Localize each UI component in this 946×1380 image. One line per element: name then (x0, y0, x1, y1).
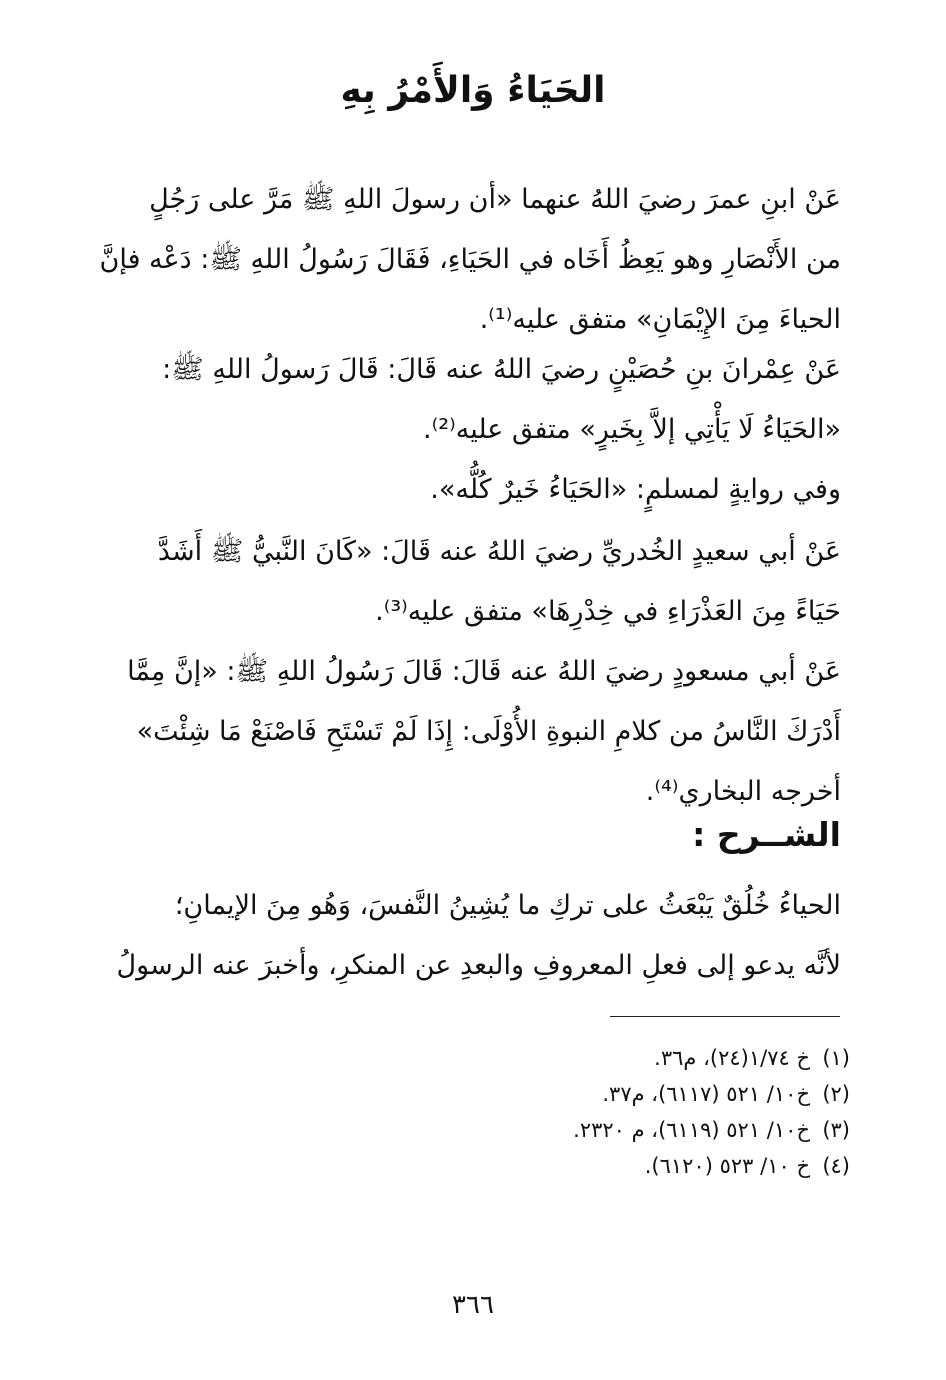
footnote (95, 1112, 850, 1148)
footnote-text: خ١٠/ ٥٢١ (٦١١٧)، م٣٧. (602, 1082, 810, 1106)
footnote (95, 1040, 850, 1076)
hadith-abu-masud (95, 642, 841, 822)
text-line: عَنْ ابنِ عمرَ رضيَ اللهُ عنهما «أن رسولَ اللهِ ﷺ مَرَّ على رَجُلٍ (149, 184, 841, 215)
footnote-divider (610, 1016, 840, 1017)
footnote-text: خ١٠/ ٥٢١ (٦١١٩)، م ٢٣٢٠. (573, 1118, 810, 1142)
text-line: أخرجه البخاري⁽⁴⁾. (645, 776, 841, 807)
footnote-number: (٢) (822, 1082, 850, 1106)
hadith-abu-saeed (95, 522, 841, 642)
footnote-number: (٤) (822, 1154, 850, 1178)
hadith-imran (95, 340, 841, 460)
text-line: عَنْ أبي سعيدٍ الخُدريِّ رضيَ اللهُ عنه قَالَ: «كَانَ النَّبيُّ ﷺ أَشَدَّ (157, 536, 841, 567)
footnotes (95, 1040, 850, 1184)
footnote-text: خ ١٠/ ٥٢٣ (٦١٢٠). (644, 1154, 810, 1178)
sharh-heading: الشــرح : (692, 815, 841, 854)
footnote (95, 1148, 850, 1184)
text-line: عَنْ عِمْرانَ بنِ حُصَيْنٍ رضيَ اللهُ عنه قَالَ: قَالَ رَسولُ اللهِ ﷺ: (162, 354, 841, 385)
text-line: الحياءُ خُلُقٌ يَبْعَثُ على تركِ ما يُشِينُ النَّفسَ، وَهُو مِنَ الإيمانِ؛ (174, 890, 841, 921)
footnote (95, 1076, 850, 1112)
hadith-ibn-umar (95, 170, 841, 350)
text-line: حَيَاءً مِنَ العَذْرَاءِ في خِدْرِهَا» متفق عليه⁽³⁾. (375, 596, 841, 627)
text-line: من الأَنْصَارِ وهو يَعِظُ أَخَاه في الحَيَاءِ، فَقَالَ رَسُولُ اللهِ ﷺ: دَعْه فإنَّ (99, 244, 841, 275)
footnote-number: (٣) (822, 1118, 850, 1142)
text-line: عَنْ أبي مسعودٍ رضيَ اللهُ عنه قَالَ: قَالَ رَسُولُ اللهِ ﷺ: «إنَّ مِمَّا (127, 656, 841, 687)
footnote-number: (١) (822, 1046, 850, 1070)
page-number: ٣٦٦ (452, 1290, 494, 1320)
sharh-text (95, 876, 841, 996)
text-line: وفي روايةٍ لمسلمٍ: «الحَيَاءُ خَيرٌ كُلُّه». (430, 474, 841, 505)
text-line: أَدْرَكَ النَّاسُ من كلامِ النبوةِ الأُوْلَى: إِذَا لَمْ تَسْتَحِ فَاصْنَعْ مَا شِئْتَ» (136, 716, 841, 747)
text-line: «الحَيَاءُ لَا يَأْتِي إلاَّ بِخَيرٍ» متفق عليه⁽²⁾. (423, 414, 841, 445)
text-line: لأنَّه يدعو إلى فعلِ المعروفِ والبعدِ عن المنكرِ، وأخبرَ عنه الرسولُ (116, 950, 841, 981)
text-line: الحياءَ مِنَ الإِيْمَانِ» متفق عليه⁽¹⁾. (479, 304, 841, 335)
footnote-text: خ ١/٧٤(٢٤)، م٣٦. (654, 1046, 810, 1070)
muslim-riwaya (95, 460, 841, 520)
chapter-title: الحَيَاءُ وَالأَمْرُ بِهِ (340, 70, 606, 111)
